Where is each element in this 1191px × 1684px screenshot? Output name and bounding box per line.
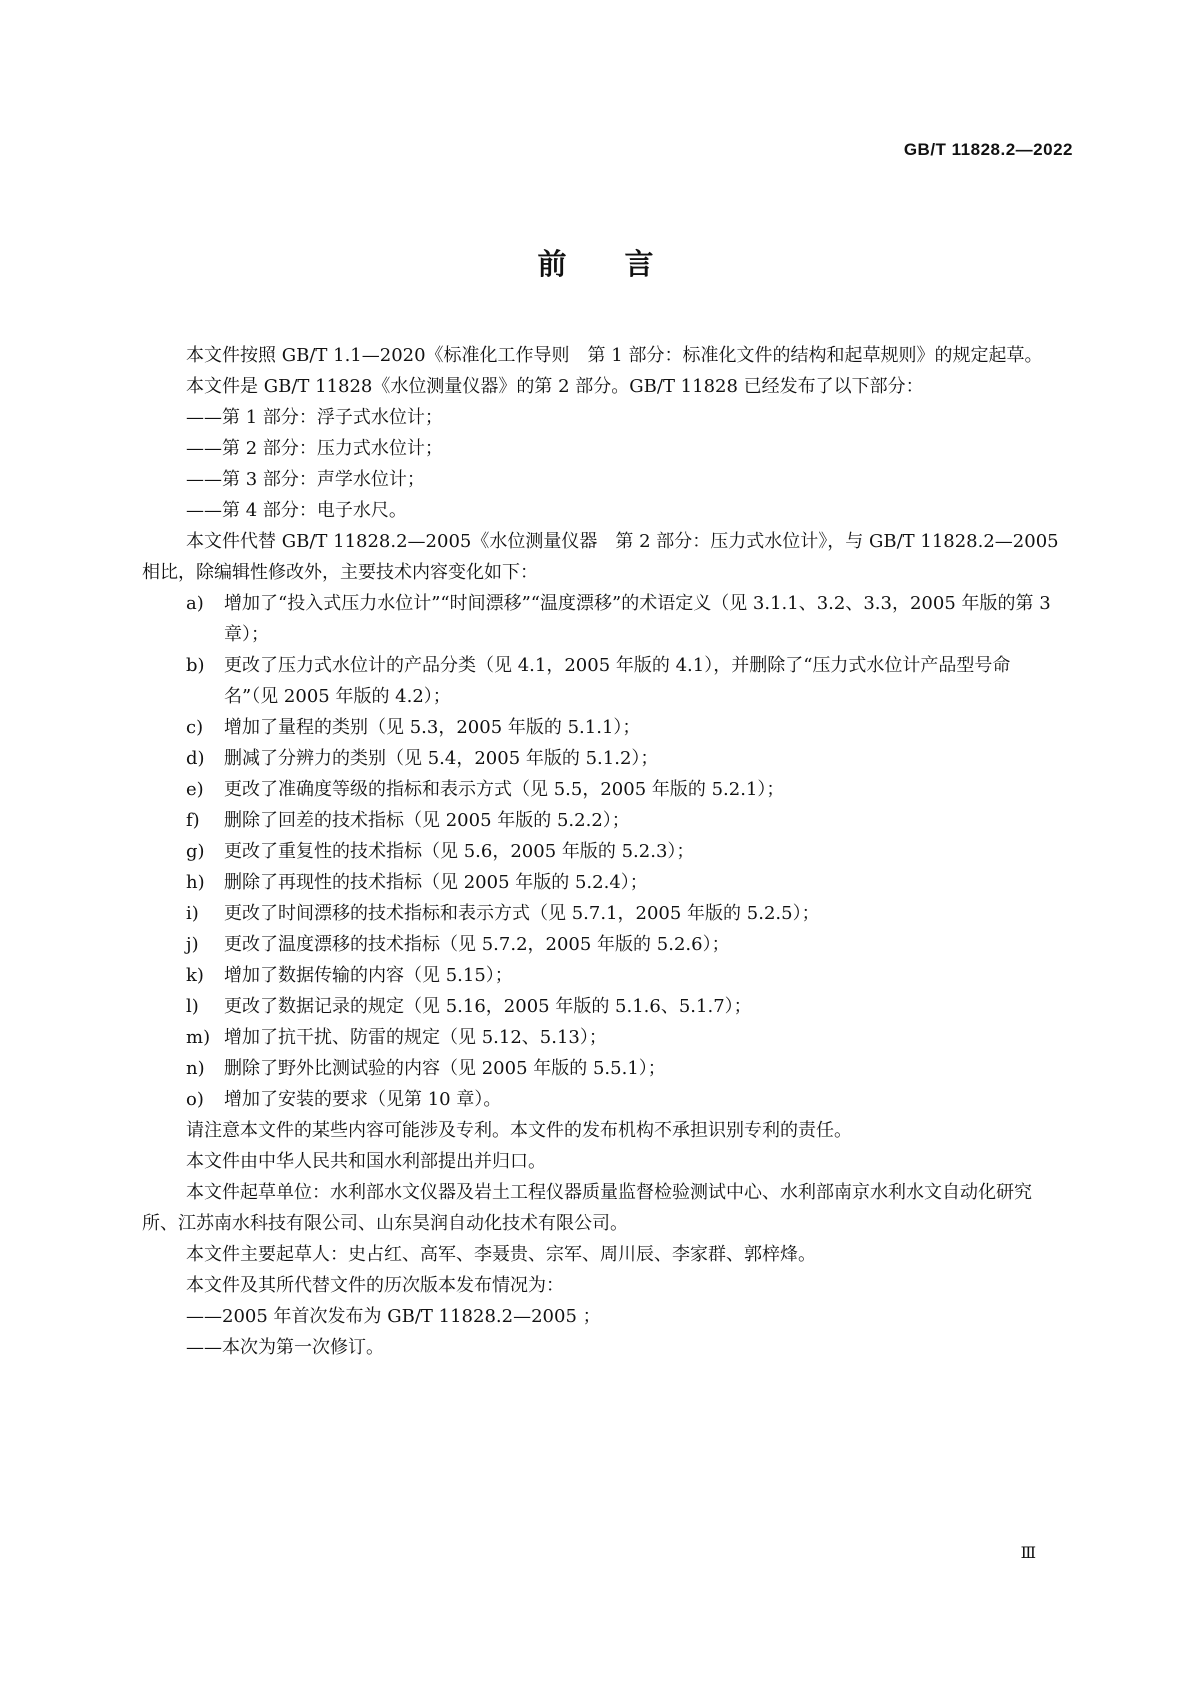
item-label: n) xyxy=(186,1058,205,1079)
item-label: l) xyxy=(186,996,199,1017)
item-text: 删减了分辨力的类别（见 5.4，2005 年版的 5.1.2）； xyxy=(224,748,659,769)
change-item xyxy=(142,588,1060,650)
item-label: f) xyxy=(186,810,200,831)
paragraph: 本文件代替 GB/T 11828.2—2005《水位测量仪器 第 2 部分：压力式水位计》，与 GB/T 11828.2—2005 相比，除编辑性修改外，主要技术内容变化如下： xyxy=(142,531,1059,583)
item-label: m) xyxy=(186,1027,211,1048)
list-item: ——第 1 部分：浮子式水位计； xyxy=(186,407,443,428)
item-label: a) xyxy=(186,593,204,614)
paragraph: 本文件按照 GB/T 1.1—2020《标准化工作导则 第 1 部分：标准化文件的结构和起草规则》的规定起草。 xyxy=(186,345,1043,366)
paragraph: 本文件主要起草人：史占红、高军、李聂贵、宗军、周川辰、李家群、郭梓烽。 xyxy=(186,1244,816,1265)
item-text: 增加了量程的类别（见 5.3，2005 年版的 5.1.1）； xyxy=(224,717,641,738)
item-text: 增加了安装的要求（见第 10 章）。 xyxy=(224,1089,502,1110)
change-item xyxy=(142,774,1060,805)
change-item xyxy=(142,898,1060,929)
paragraph: 本文件由中华人民共和国水利部提出并归口。 xyxy=(186,1151,546,1172)
item-label: o) xyxy=(186,1089,204,1110)
change-item xyxy=(142,867,1060,898)
change-item xyxy=(142,991,1060,1022)
item-text: 更改了温度漂移的技术指标（见 5.7.2，2005 年版的 5.2.6）； xyxy=(224,934,730,955)
item-text: 更改了时间漂移的技术指标和表示方式（见 5.7.1，2005 年版的 5.2.5）； xyxy=(224,903,820,924)
item-text: 删除了野外比测试验的内容（见 2005 年版的 5.5.1）； xyxy=(224,1058,666,1079)
page-title: 前言 xyxy=(537,247,712,281)
change-item xyxy=(142,929,1060,960)
item-text: 增加了抗干扰、防雷的规定（见 5.12、5.13）； xyxy=(224,1027,607,1048)
item-text: 更改了准确度等级的指标和表示方式（见 5.5，2005 年版的 5.2.1）； xyxy=(224,779,785,800)
change-item xyxy=(142,743,1060,774)
item-text: 增加了数据传输的内容（见 5.15）； xyxy=(224,965,513,986)
standard-number-header: GB/T 11828.2—2022 xyxy=(903,140,1073,159)
item-text: 更改了数据记录的规定（见 5.16，2005 年版的 5.1.6、5.1.7）； xyxy=(224,996,752,1017)
list-item: ——第 4 部分：电子水尺。 xyxy=(186,500,407,521)
change-item xyxy=(142,805,1060,836)
change-item xyxy=(142,960,1060,991)
item-label: d) xyxy=(186,748,205,769)
item-text: 更改了压力式水位计的产品分类（见 4.1，2005 年版的 4.1），并删除了“压力式水位计产品型号命名”（见 2005 年版的 4.2）； xyxy=(224,655,1011,707)
foreword-body xyxy=(142,340,1060,1363)
list-item: ——本次为第一次修订。 xyxy=(186,1337,384,1358)
item-label: g) xyxy=(186,841,205,862)
paragraph: 本文件是 GB/T 11828《水位测量仪器》的第 2 部分。GB/T 11828 已经发布了以下部分： xyxy=(186,376,924,397)
paragraph: 请注意本文件的某些内容可能涉及专利。本文件的发布机构不承担识别专利的责任。 xyxy=(186,1120,852,1141)
change-item xyxy=(142,836,1060,867)
item-label: e) xyxy=(186,779,204,800)
item-label: k) xyxy=(186,965,204,986)
item-label: h) xyxy=(186,872,205,893)
item-text: 删除了再现性的技术指标（见 2005 年版的 5.2.4）； xyxy=(224,872,648,893)
change-item xyxy=(142,650,1060,712)
change-item xyxy=(142,1022,1060,1053)
change-item xyxy=(142,1053,1060,1084)
list-item: ——2005 年首次发布为 GB/T 11828.2—2005 ； xyxy=(186,1306,601,1327)
item-label: c) xyxy=(186,717,204,738)
item-text: 删除了回差的技术指标（见 2005 年版的 5.2.2）； xyxy=(224,810,630,831)
list-item: ——第 3 部分：声学水位计； xyxy=(186,469,425,490)
change-item xyxy=(142,1084,1060,1115)
page-number: Ⅲ xyxy=(1020,1543,1036,1562)
change-item xyxy=(142,712,1060,743)
item-label: b) xyxy=(186,655,205,676)
paragraph: 本文件起草单位：水利部水文仪器及岩土工程仪器质量监督检验测试中心、水利部南京水利水文自动化研究所、江苏南水科技有限公司、山东昊润自动化技术有限公司。 xyxy=(142,1182,1032,1234)
item-label: i) xyxy=(186,903,199,924)
item-text: 更改了重复性的技术指标（见 5.6，2005 年版的 5.2.3）； xyxy=(224,841,695,862)
item-label: j) xyxy=(186,934,199,955)
list-item: ——第 2 部分：压力式水位计； xyxy=(186,438,443,459)
item-text: 增加了“投入式压力水位计”“时间漂移”“温度漂移”的术语定义（见 3.1.1、3.2、3.3，2005 年版的第 3 章）； xyxy=(224,593,1051,645)
paragraph: 本文件及其所代替文件的历次版本发布情况为： xyxy=(186,1275,564,1296)
